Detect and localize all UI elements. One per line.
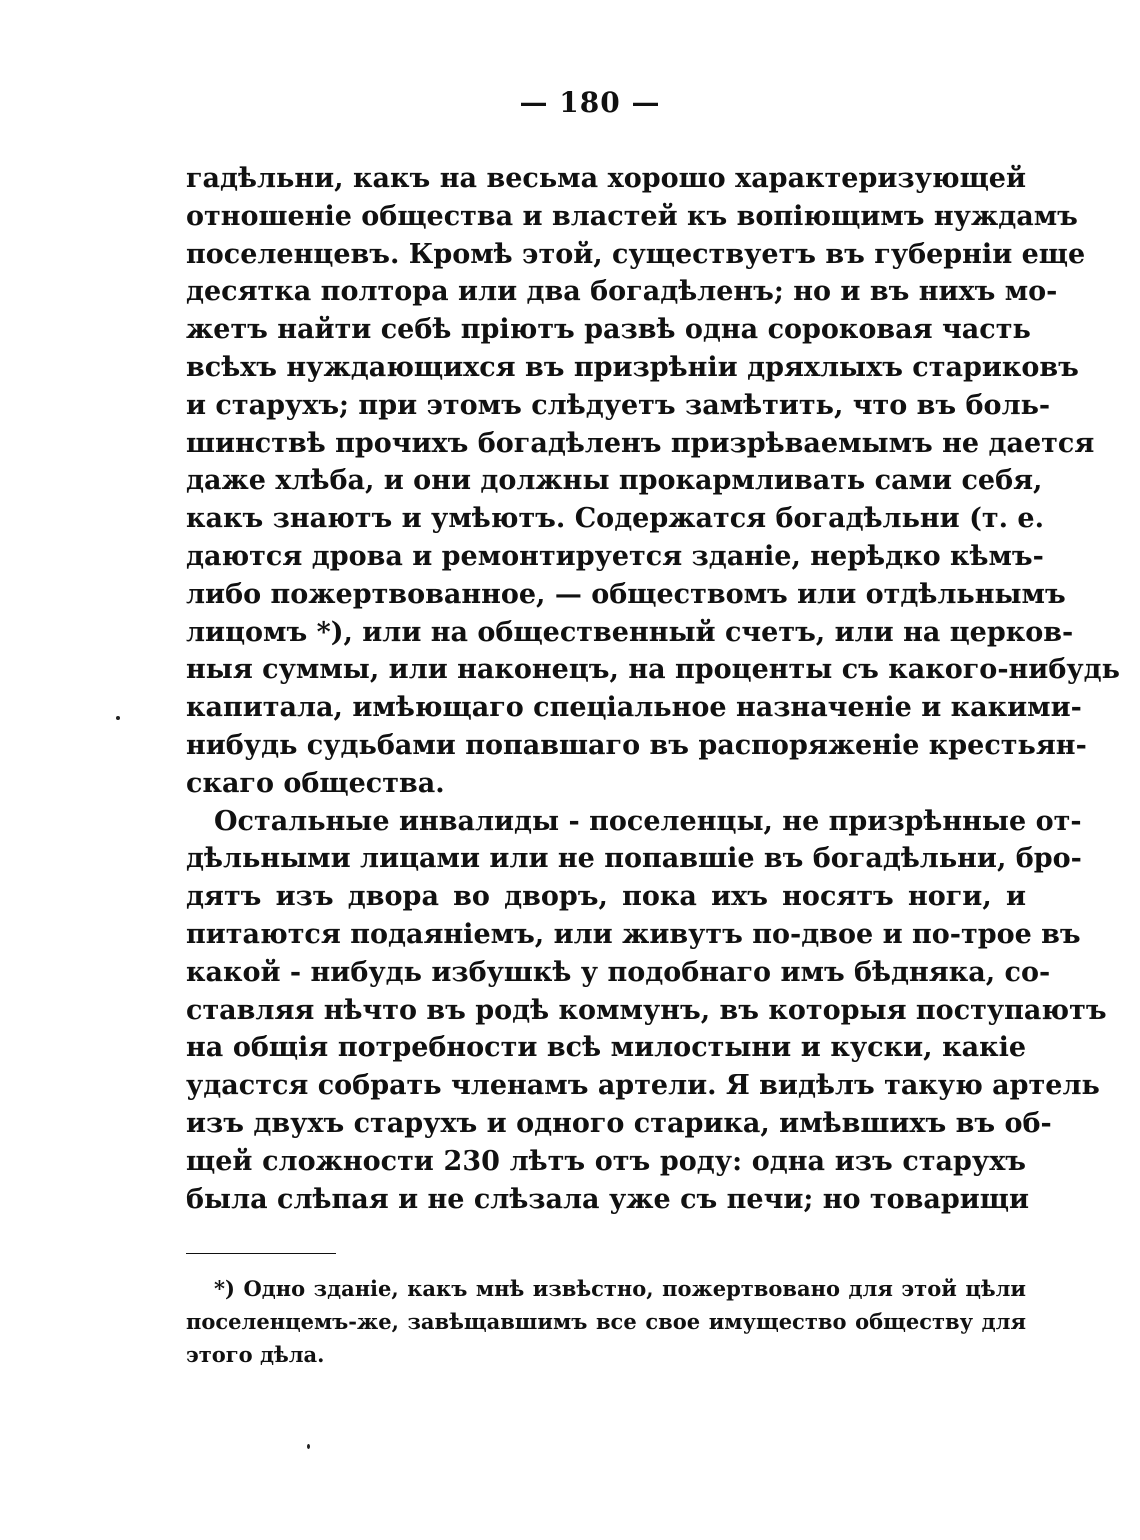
paper-speck (116, 716, 120, 720)
text-line: либо пожертвованное, — обществомъ или отдѣльнымъ (186, 578, 1066, 610)
text-line: удастся собрать членамъ артели. Я видѣлъ такую артель (186, 1070, 1100, 1102)
text-line: даются дрова и ремонтируется зданіе, нерѣдко кѣмъ- (186, 540, 1044, 572)
paper-speck (307, 1444, 310, 1449)
footnote-line: *) Одно зданіе, какъ мнѣ извѣстно, пожертвовано для этой цѣли (214, 1276, 1026, 1301)
text-line: ныя суммы, или наконецъ, на проценты съ какого-нибудь (186, 654, 1120, 686)
page-number: — 180 — (519, 86, 661, 119)
text-line: Остальные инвалиды - поселенцы, не призрѣнные от- (214, 805, 1082, 837)
text-line: даже хлѣба, и они должны прокармливать сами себя, (186, 465, 1043, 497)
footnote-divider (186, 1253, 336, 1254)
text-line: лицомъ *), или на общественный счетъ, или на церков- (186, 616, 1074, 648)
text-line: ставляя нѣчто въ родѣ коммунъ, въ которыя поступаютъ (186, 994, 1107, 1026)
text-line: изъ двухъ старухъ и одного старика, имѣвшихъ въ об- (186, 1107, 1052, 1139)
text-line: дѣльными лицами или не попавшіе въ богадѣльни, бро- (186, 843, 1082, 875)
body-text (186, 160, 1120, 1218)
text-line: скаго общества. (186, 767, 445, 799)
text-line: была слѣпая и не слѣзала уже съ печи; но товарищи (186, 1183, 1030, 1215)
text-line: шинствѣ прочихъ богадѣленъ призрѣваемымъ не дается (186, 427, 1095, 459)
text-line: какой - нибудь избушкѣ у подобнаго имъ бѣдняка, со- (186, 956, 1051, 988)
text-line: гадѣльни, какъ на весьма хорошо характеризующей (186, 163, 1026, 194)
text-line: жетъ найти себѣ пріютъ развѣ одна сороковая часть (186, 314, 1031, 346)
footnote-line: поселенцемъ-же, завѣщавшимъ все свое имущество обществу для (186, 1309, 1026, 1334)
text-line: всѣхъ нуждающихся въ призрѣніи дряхлыхъ стариковъ (186, 351, 1079, 383)
text-line: десятка полтора или два богадѣленъ; но и въ нихъ мо- (186, 276, 1058, 308)
text-line: нибудь судьбами попавшаго въ распоряженіе крестьян- (186, 729, 1087, 761)
text-line: отношеніе общества и властей къ вопіющимъ нуждамъ (186, 200, 1078, 232)
text-line: поселенцевъ. Кромѣ этой, существуетъ въ губерніи еще (186, 238, 1086, 270)
text-line: и старухъ; при этомъ слѣдуетъ замѣтить, что въ боль- (186, 389, 1051, 421)
footnote (186, 1272, 1026, 1371)
text-line: на общія потребности всѣ милостыни и куски, какіе (186, 1032, 1026, 1064)
text-line: какъ знаютъ и умѣютъ. Содержатся богадѣльни (т. е. (186, 503, 1044, 535)
footnote-line: этого дѣла. (186, 1342, 325, 1367)
text-line: щей сложности 230 лѣтъ отъ роду: одна изъ старухъ (186, 1145, 1026, 1177)
text-line: капитала, имѣющаго спеціальное назначеніе и какими- (186, 692, 1082, 724)
text-line: дятъ изъ двора во дворъ, пока ихъ носятъ ноги, и (186, 881, 1026, 913)
text-line: питаются подаяніемъ, или живутъ по-двое и по-трое въ (186, 918, 1081, 950)
